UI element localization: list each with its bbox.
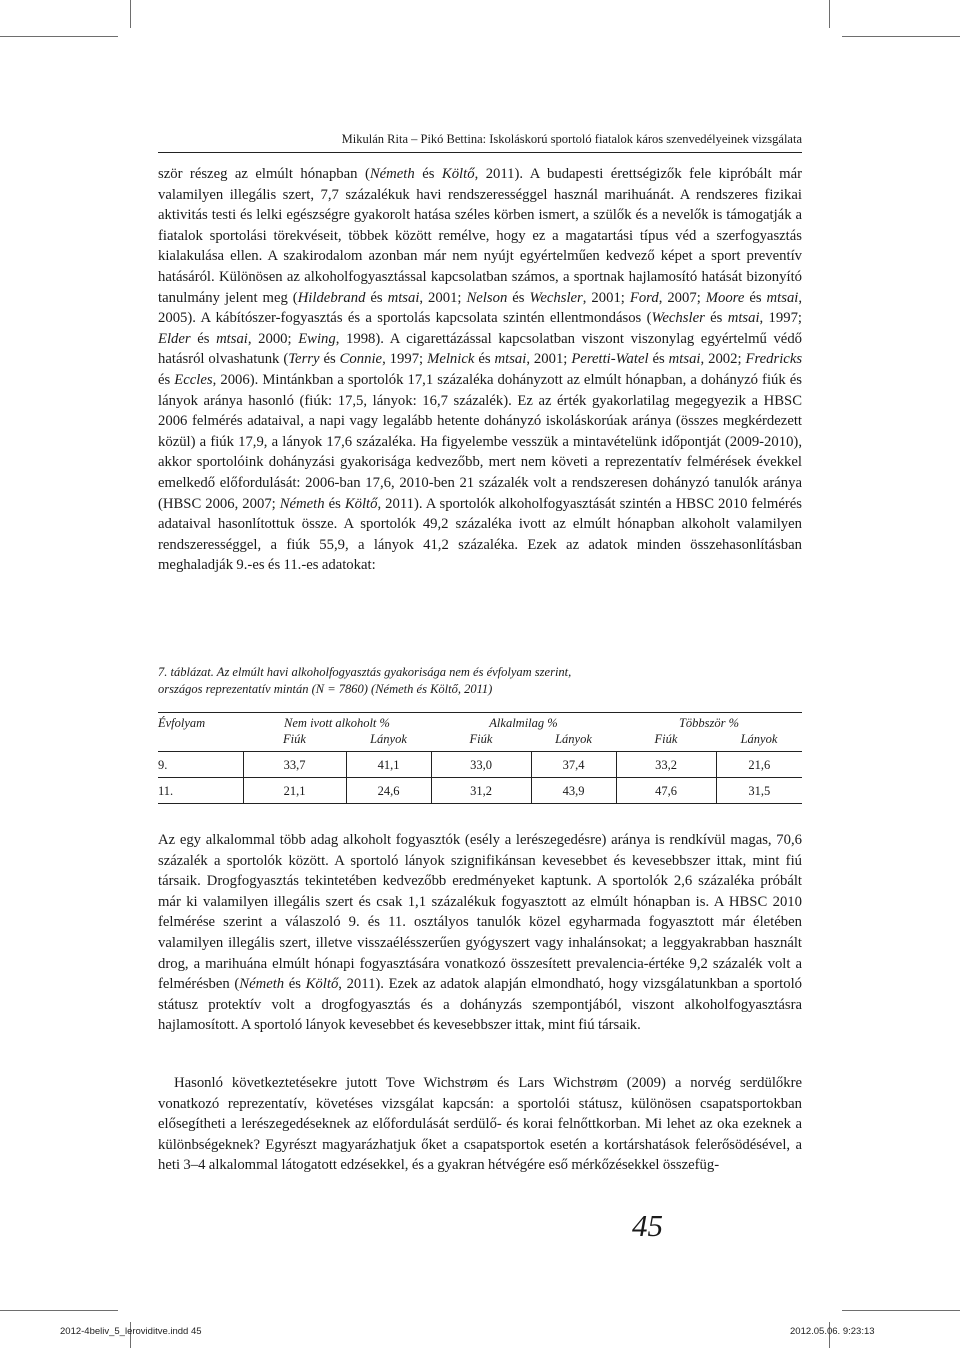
grade-cell: 11.	[158, 778, 243, 804]
page-number: 45	[632, 1208, 663, 1243]
header-rule	[158, 152, 802, 153]
subheader-girls: Lányok	[346, 731, 431, 752]
grade-cell: 9.	[158, 752, 243, 778]
value-cell: 24,6	[346, 778, 431, 804]
crop-mark-top-left	[130, 0, 131, 28]
crop-mark-left-bottom	[0, 1310, 118, 1311]
table-header-row	[158, 713, 802, 732]
value-cell: 43,9	[531, 778, 616, 804]
value-cell: 47,6	[616, 778, 716, 804]
table-caption-line-1: 7. táblázat. Az elmúlt havi alkoholfogyasztás gyakorisága nem és évfolyam szerint,	[158, 665, 572, 679]
paragraph-2: Az egy alkalommal több adag alkoholt fogyasztók (esély a lerészegedésre) aránya is rendkívül magas, 70,6 százalék a sportolók között. A sportoló lányok szignifikánsan kevesebbet és kevesebbszer ittak, mint fiú társaik. Drogfogyasztás tekintetében kedvezőbb eredményeket kaptunk. A sportolók 2,6 százaléka próbált már ki valamilyen illegális szert és csak 1,1 százalékuk fogyasztott az elmúlt hónapban is. A HBSC 2010 felmérése szerint a válaszoló 9. és 11. osztályos tanulók közel egyharmada fogyasztott már életében valamilyen illegális szert, illetve visszaélésszerűen gyógyszert vagy inhalánsokat; a leggyakrabban használt drog, a marihuána elmúlt hónapi fogyasztására vonatkozó összesített prevalencia-értéke 9,2 százalék volt a felmérésben (Németh és Költő, 2011). Ezek az adatok alapján elmondható, hogy vizsgálatunkban a sportoló státusz protektív volt a drogfogyasztás és a dohányzás szempontjából, viszont alkoholfogyasztásra hajlamosított. A sportoló lányok kevesebbet és kevesebbszer ittak, mint fiú társaik.	[158, 832, 802, 1034]
crop-mark-left-top	[0, 36, 118, 37]
table-subheader-row	[158, 731, 802, 752]
subheader-girls: Lányok	[716, 731, 802, 752]
value-cell: 31,5	[716, 778, 802, 804]
header-occasionally: Alkalmilag %	[431, 713, 616, 732]
table-caption-line-2: országos reprezentatív mintán (N = 7860) (Németh és Költő, 2011)	[158, 682, 493, 696]
value-cell: 33,0	[431, 752, 531, 778]
value-cell: 37,4	[531, 752, 616, 778]
header-grade: Évfolyam	[158, 713, 243, 732]
subheader-boys: Fiúk	[616, 731, 716, 752]
table-row	[158, 752, 802, 778]
header-several-times: Többször %	[616, 713, 802, 732]
value-cell: 31,2	[431, 778, 531, 804]
subheader-boys: Fiúk	[431, 731, 531, 752]
crop-mark-top-right	[829, 0, 830, 28]
crop-mark-right-top	[842, 36, 960, 37]
running-header: Mikulán Rita – Pikó Bettina: Iskoláskorú sportoló fiatalok káros szenvedélyeinek vizsgálata	[341, 132, 802, 146]
table-caption	[158, 664, 802, 698]
subheader-boys: Fiúk	[243, 731, 346, 752]
value-cell: 21,1	[243, 778, 346, 804]
alcohol-frequency-table	[158, 712, 802, 804]
value-cell: 21,6	[716, 752, 802, 778]
paragraph-3: Hasonló következtetésekre jutott Tove Wichstrøm és Lars Wichstrøm (2009) a norvég serdülőkre vonatkozó reprezentatív, követéses vizsgálat kapcsán: a sportolói státusz, különösen csapatsportokban elősegítheti a lerészegedéseknek az előfordulását serdülő- és korai felnőttkorban. Mi lehet az oka ezeknek a különbségeknek? Egyrészt magyarázhatjuk őket a csapatsportok esetén a kortárshatások felerősödésével, a heti 3–4 alkalommal látogatott edzésekkel, és a gyakran hétvégére eső mérkőzésekkel összefüg-	[158, 1075, 802, 1174]
subheader-girls: Lányok	[531, 731, 616, 752]
paragraph-1: ször részeg az elmúlt hónapban (Németh és Költő, 2011). A budapesti érettségizők fele kipróbált már valamilyen illegális szert, 7,7 százalékuk havi rendszerességgel használ marihuánát. A rendszeres fizikai aktivitás testi és lelki egészségre gyakorolt hatása széles körben ismert, a szülők és a nevelők is támogatják a fiatalok sportolási törekvéseit, többek között remélve, hogy ez a magatartási típus véd a szerfogyasztás kialakulása ellen. A szakirodalom azonban már nem nyújt egyértelműen kedvező képet a sport preventív hatásáról. Különösen az alkoholfogyasztással kapcsolatban számos, a sportnak hajlamosító hatását bizonyító tanulmány jelent meg (Hildebrand és mtsai, 2001; Nelson és Wechsler, 2001; Ford, 2007; Moore és mtsai, 2005). A kábítószer-fogyasztás és a sportolás kapcsolata szintén ellentmondásos (Wechsler és mtsai, 1997; Elder és mtsai, 2000; Ewing, 1998). A cigarettázással kapcsolatban viszont viszonylag egyértelmű védő hatásról olvashatunk (Terry és Connie, 1997; Melnick és mtsai, 2001; Peretti-Watel és mtsai, 2002; Fredricks és Eccles, 2006). Mintánkban a sportolók 17,1 százaléka dohányzott az elmúlt hónapban, a dohányzó fiúk és lányok aránya hasonló (fiúk: 17,5, lányok: 16,7 százalék). Ez az érték gyakorlatilag megegyezik a HBSC 2006 felmérés adataival, a napi vagy legalább hetente dohányzó iskoláskorúak aránya (összes megkérdezett közül) a fiúk 17,9, a lányok 17,6 százaléka. Ha figyelembe vesszük a mintavételünk időpontját (2009-2010), akkor sportolóink dohányzási gyakorisága kedvezőbb, mert nem követi a reprezentatív felmérések évekkel emelkedő előfordulását: 2006-ban 17,6, 2010-ben 21 százalék volt a rendszeresen dohányzó tanulók aránya (HBSC 2006, 2007; Németh és Költő, 2011). A sportolók alkoholfogyasztását szintén a HBSC 2010 felmérés adataival hasonlítottuk össze. A sportolók 49,2 százaléka ivott az elmúlt hónapban alkoholt valamilyen rendszerességgel, a fiúk 55,9, a lányok 41,2 százaléka. Ezek az adatok minden összehasonlításban meghaladják 9.-es és 11.-es adatokat:	[158, 166, 803, 574]
footer-file-info: 2012-4beliv_5_leroviditve.indd 45	[60, 1326, 202, 1337]
value-cell: 33,2	[616, 752, 716, 778]
value-cell: 41,1	[346, 752, 431, 778]
footer-timestamp: 2012.05.06. 9:23:13	[790, 1326, 875, 1337]
value-cell: 33,7	[243, 752, 346, 778]
table-row	[158, 778, 802, 804]
crop-mark-right-bottom	[842, 1310, 960, 1311]
header-no-alcohol: Nem ivott alkoholt %	[243, 713, 431, 732]
